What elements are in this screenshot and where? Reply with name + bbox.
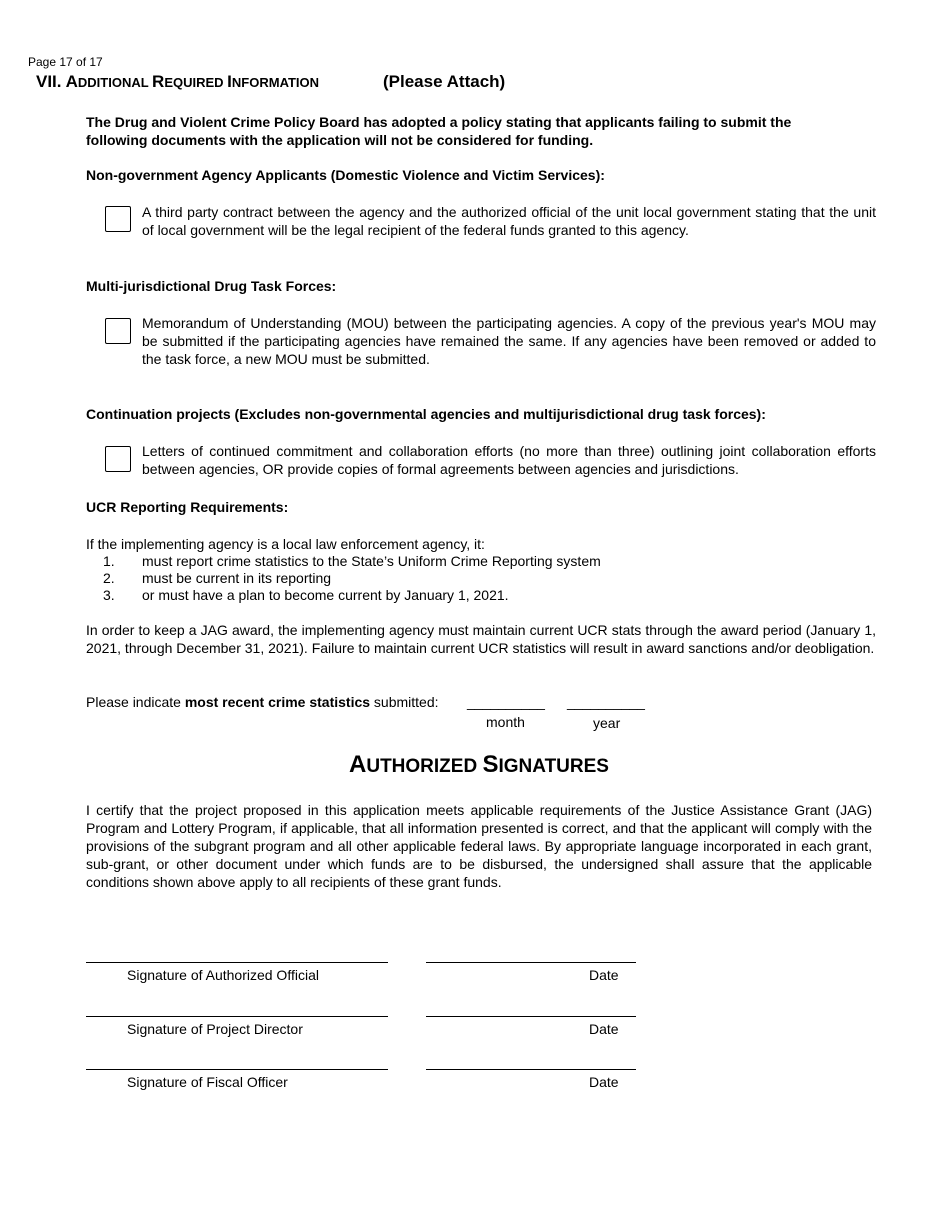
signature-line-authorized-official[interactable] [86, 962, 388, 963]
date-label: Date [589, 967, 619, 983]
non-government-heading: Non-government Agency Applicants (Domestic Violence and Victim Services): [86, 167, 605, 183]
mou-checkbox[interactable] [105, 318, 131, 344]
signature-label-fiscal-officer: Signature of Fiscal Officer [127, 1074, 288, 1090]
please-attach-note: (Please Attach) [383, 72, 506, 91]
date-line-authorized-official[interactable] [426, 962, 636, 963]
list-item: 2. must be current in its reporting [103, 570, 332, 586]
third-party-contract-text: A third party contract between the agency and the authorized official of the unit local government stating that the unit of local government will be the legal recipient of the federal funds granted to this agency. [142, 204, 876, 238]
year-field[interactable]: __________ [567, 694, 645, 710]
award-paragraph: In order to keep a JAG award, the implementing agency must maintain current UCR stats through the award period (January 1, 2021, through December 31, 2021). Failure to maintain current UCR statistics will result in award sanctions and/or deobligation. [86, 622, 876, 656]
date-line-project-director[interactable] [426, 1016, 636, 1017]
ucr-intro: If the implementing agency is a local law enforcement agency, it: [86, 536, 485, 552]
date-label: Date [589, 1074, 619, 1090]
continuation-heading: Continuation projects (Excludes non-governmental agencies and multijurisdictional drug task forces): [86, 406, 766, 422]
certification-statement: I certify that the project proposed in this application meets applicable requirements of the Justice Assistance Grant (JAG) Program and Lottery Program, if applicable, that all information presented is correct, and that the applicant will comply with the provisions of the subgrant program and all other applicable federal laws. By appropriate language incorporated in each grant, sub-grant, or other document under which funds are to be disbursed, the undersigned shall assure that the applicable conditions shown above apply to all recipients of these grant funds. [86, 802, 872, 890]
third-party-contract-checkbox[interactable] [105, 206, 131, 232]
month-label: month [486, 714, 525, 730]
ucr-requirements-list [86, 553, 846, 604]
drug-task-force-heading: Multi-jurisdictional Drug Task Forces: [86, 278, 337, 294]
ucr-heading: UCR Reporting Requirements: [86, 499, 289, 515]
list-item: 3. or must have a plan to become current by January 1, 2021. [103, 587, 509, 603]
continuation-letters-text: Letters of continued commitment and collaboration efforts (no more than three) outlining joint collaboration efforts between agencies, OR provide copies of formal agreements between agencies and jurisdictions. [142, 443, 876, 477]
mou-text: Memorandum of Understanding (MOU) between the participating agencies. A copy of the previous year's MOU may be submitted if the participating agencies have remained the same. If any agencies have been removed or added to the task force, a new MOU must be submitted. [142, 315, 876, 367]
signature-label-authorized-official: Signature of Authorized Official [127, 967, 319, 983]
page-number: Page 17 of 17 [28, 55, 103, 69]
signature-line-fiscal-officer[interactable] [86, 1069, 388, 1070]
signatures-heading: AUTHORIZED SIGNATURES [349, 751, 609, 778]
section-title: VII. ADDITIONAL REQUIRED INFORMATION [36, 72, 320, 91]
signature-label-project-director: Signature of Project Director [127, 1021, 303, 1037]
crime-stats-prompt: Please indicate most recent crime statistics submitted: [86, 694, 439, 710]
year-label: year [593, 715, 621, 731]
date-label: Date [589, 1021, 619, 1037]
section-number: VII. [36, 72, 62, 91]
list-item: 1. must report crime statistics to the State’s Uniform Crime Reporting system [103, 553, 601, 569]
continuation-letters-checkbox[interactable] [105, 446, 131, 472]
date-line-fiscal-officer[interactable] [426, 1069, 636, 1070]
month-field[interactable]: __________ [467, 694, 545, 710]
signature-line-project-director[interactable] [86, 1016, 388, 1017]
policy-statement: The Drug and Violent Crime Policy Board has adopted a policy stating that applicants failing to submit the following documents with the application will not be considered for funding. [86, 114, 792, 148]
